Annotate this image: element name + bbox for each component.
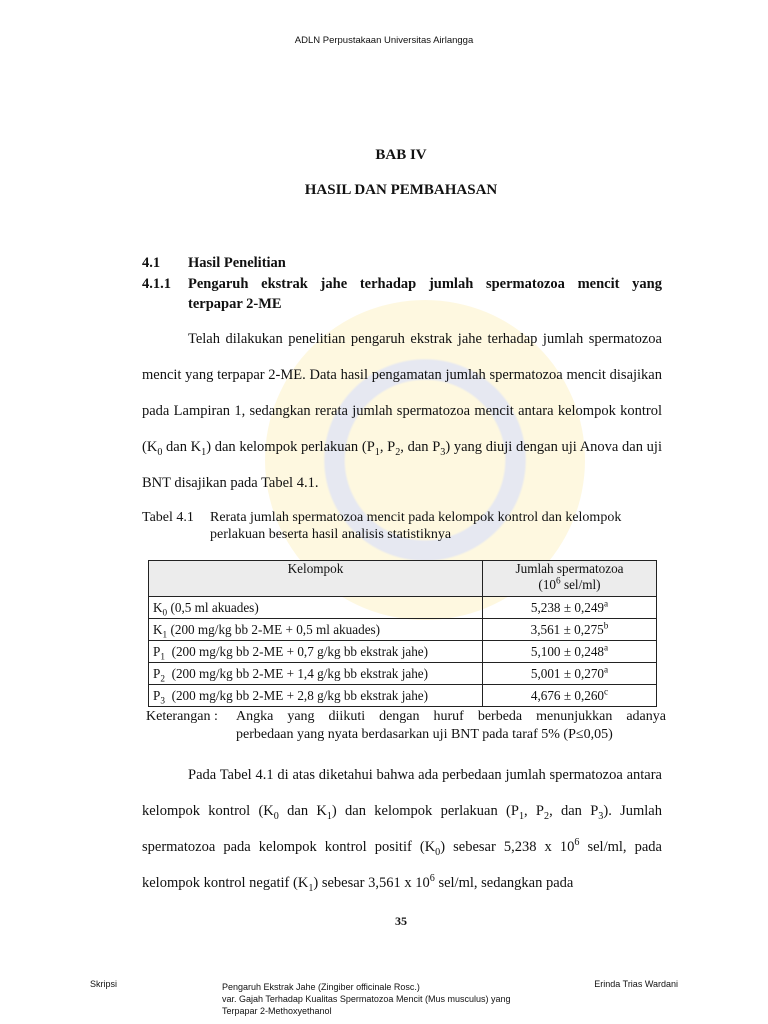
page-header: ADLN Perpustakaan Universitas Airlangga [294,35,474,46]
cell-jumlah: 5,001 ± 0,270$^a$ [483,663,657,685]
caption-line1: Rerata jumlah spermatozoa mencit pada kelompok kontrol dan kelompok [210,510,622,525]
note-label: Keterangan : [146,709,218,724]
subsection-title-line2: terpapar 2-ME [188,296,282,312]
section-number: 4.1 [142,255,161,271]
table-row [149,641,657,663]
table-row [149,597,657,619]
subsection-number: 4.1.1 [142,276,171,292]
caption-label: Tabel 4.1 [142,510,194,525]
page-number: 35 [395,914,407,928]
paragraph-discussion: Pada Tabel 4.1 di atas diketahui bahwa ada perbedaan jumlah spermatozoa antara kelompok kontrol ($K_0$ dan $K_1$) dan kelompok perlakuan ($P_1$, $P_2$, dan $P_3$). Jumlah spermatozoa pada kelompok kontrol positif $(K_0)$ sebesar 5,238 x $10^6$ sel/ml, pada kelompok kontrol negatif $(K_1)$ sebesar 3,561 x $10^6$ sel/ml, sedangkan pada [142,767,662,894]
cell-kelompok: $K_1$ (200 mg/kg bb 2-ME + 0,5 ml akuades) [149,619,483,641]
cell-kelompok: $P_3$ (200 mg/kg bb 2-ME + 2,8 g/kg bb ekstrak jahe) [149,685,483,707]
paragraph-intro: Telah dilakukan penelitian pengaruh ekstrak jahe terhadap jumlah spermatozoa mencit yang terpapar 2-ME. Data hasil pengamatan jumlah spermatozoa mencit disajikan pada Lampiran 1, sedangkan rerata jumlah spermatozoa mencit antara kelompok kontrol ($K_0$ dan $K_1$) dan kelompok perlakuan ($P_1$, $P_2$, dan $P_3$) yang diuji dengan uji Anova dan uji BNT disajikan pada Tabel 4.1. [142,331,662,491]
cell-kelompok: $P_2$ (200 mg/kg bb 2-ME + 1,4 g/kg bb ekstrak jahe) [149,663,483,685]
footer-right: Erinda Trias Wardani [594,979,678,989]
footer-left: Skripsi [90,979,118,989]
section-title: Hasil Penelitian [188,255,286,271]
table-row [149,685,657,707]
table-header-row [149,561,657,597]
cell-jumlah: 5,238 ± 0,249$^a$ [483,597,657,619]
cell-jumlah: 3,561 ± 0,275$^b$ [483,619,657,641]
chapter-title: HASIL DAN PEMBAHASAN [304,182,498,198]
subsection-title-line1: Pengaruh ekstrak jahe terhadap jumlah spermatozoa mencit yang [188,276,662,292]
cell-kelompok: $K_0$ (0,5 ml akuades) [149,597,483,619]
note-line2: perbedaan yang nyata berdasarkan uji BNT pada taraf 5% (P≤0,05) [236,727,613,742]
chapter-number: BAB IV [375,147,427,163]
header-kelompok: Kelompok [149,561,483,597]
cell-jumlah: 5,100 ± 0,248$^a$ [483,641,657,663]
table-caption [142,509,666,543]
note-line1: Angka yang diikuti dengan huruf berbeda menunjukkan adanya [236,709,666,724]
caption-line2: perlakuan beserta hasil analisis statistiknya [210,527,452,542]
table-note [146,708,666,744]
header-jumlah: Jumlah spermatozoa ($10^6$ sel/ml) [483,561,657,597]
footer-center: Pengaruh Ekstrak Jahe (Zingiber officinale Rosc.) var. Gajah Terhadap Kualitas Spermatozoa Mencit (Mus musculus) yang Terpapar 2-Methoxyethanol [222,982,511,1016]
table-row [149,619,657,641]
cell-jumlah: 4,676 ± 0,260$^c$ [483,685,657,707]
cell-kelompok: $P_1$ (200 mg/kg bb 2-ME + 0,7 g/kg bb ekstrak jahe) [149,641,483,663]
results-table [148,560,657,707]
table-row [149,663,657,685]
